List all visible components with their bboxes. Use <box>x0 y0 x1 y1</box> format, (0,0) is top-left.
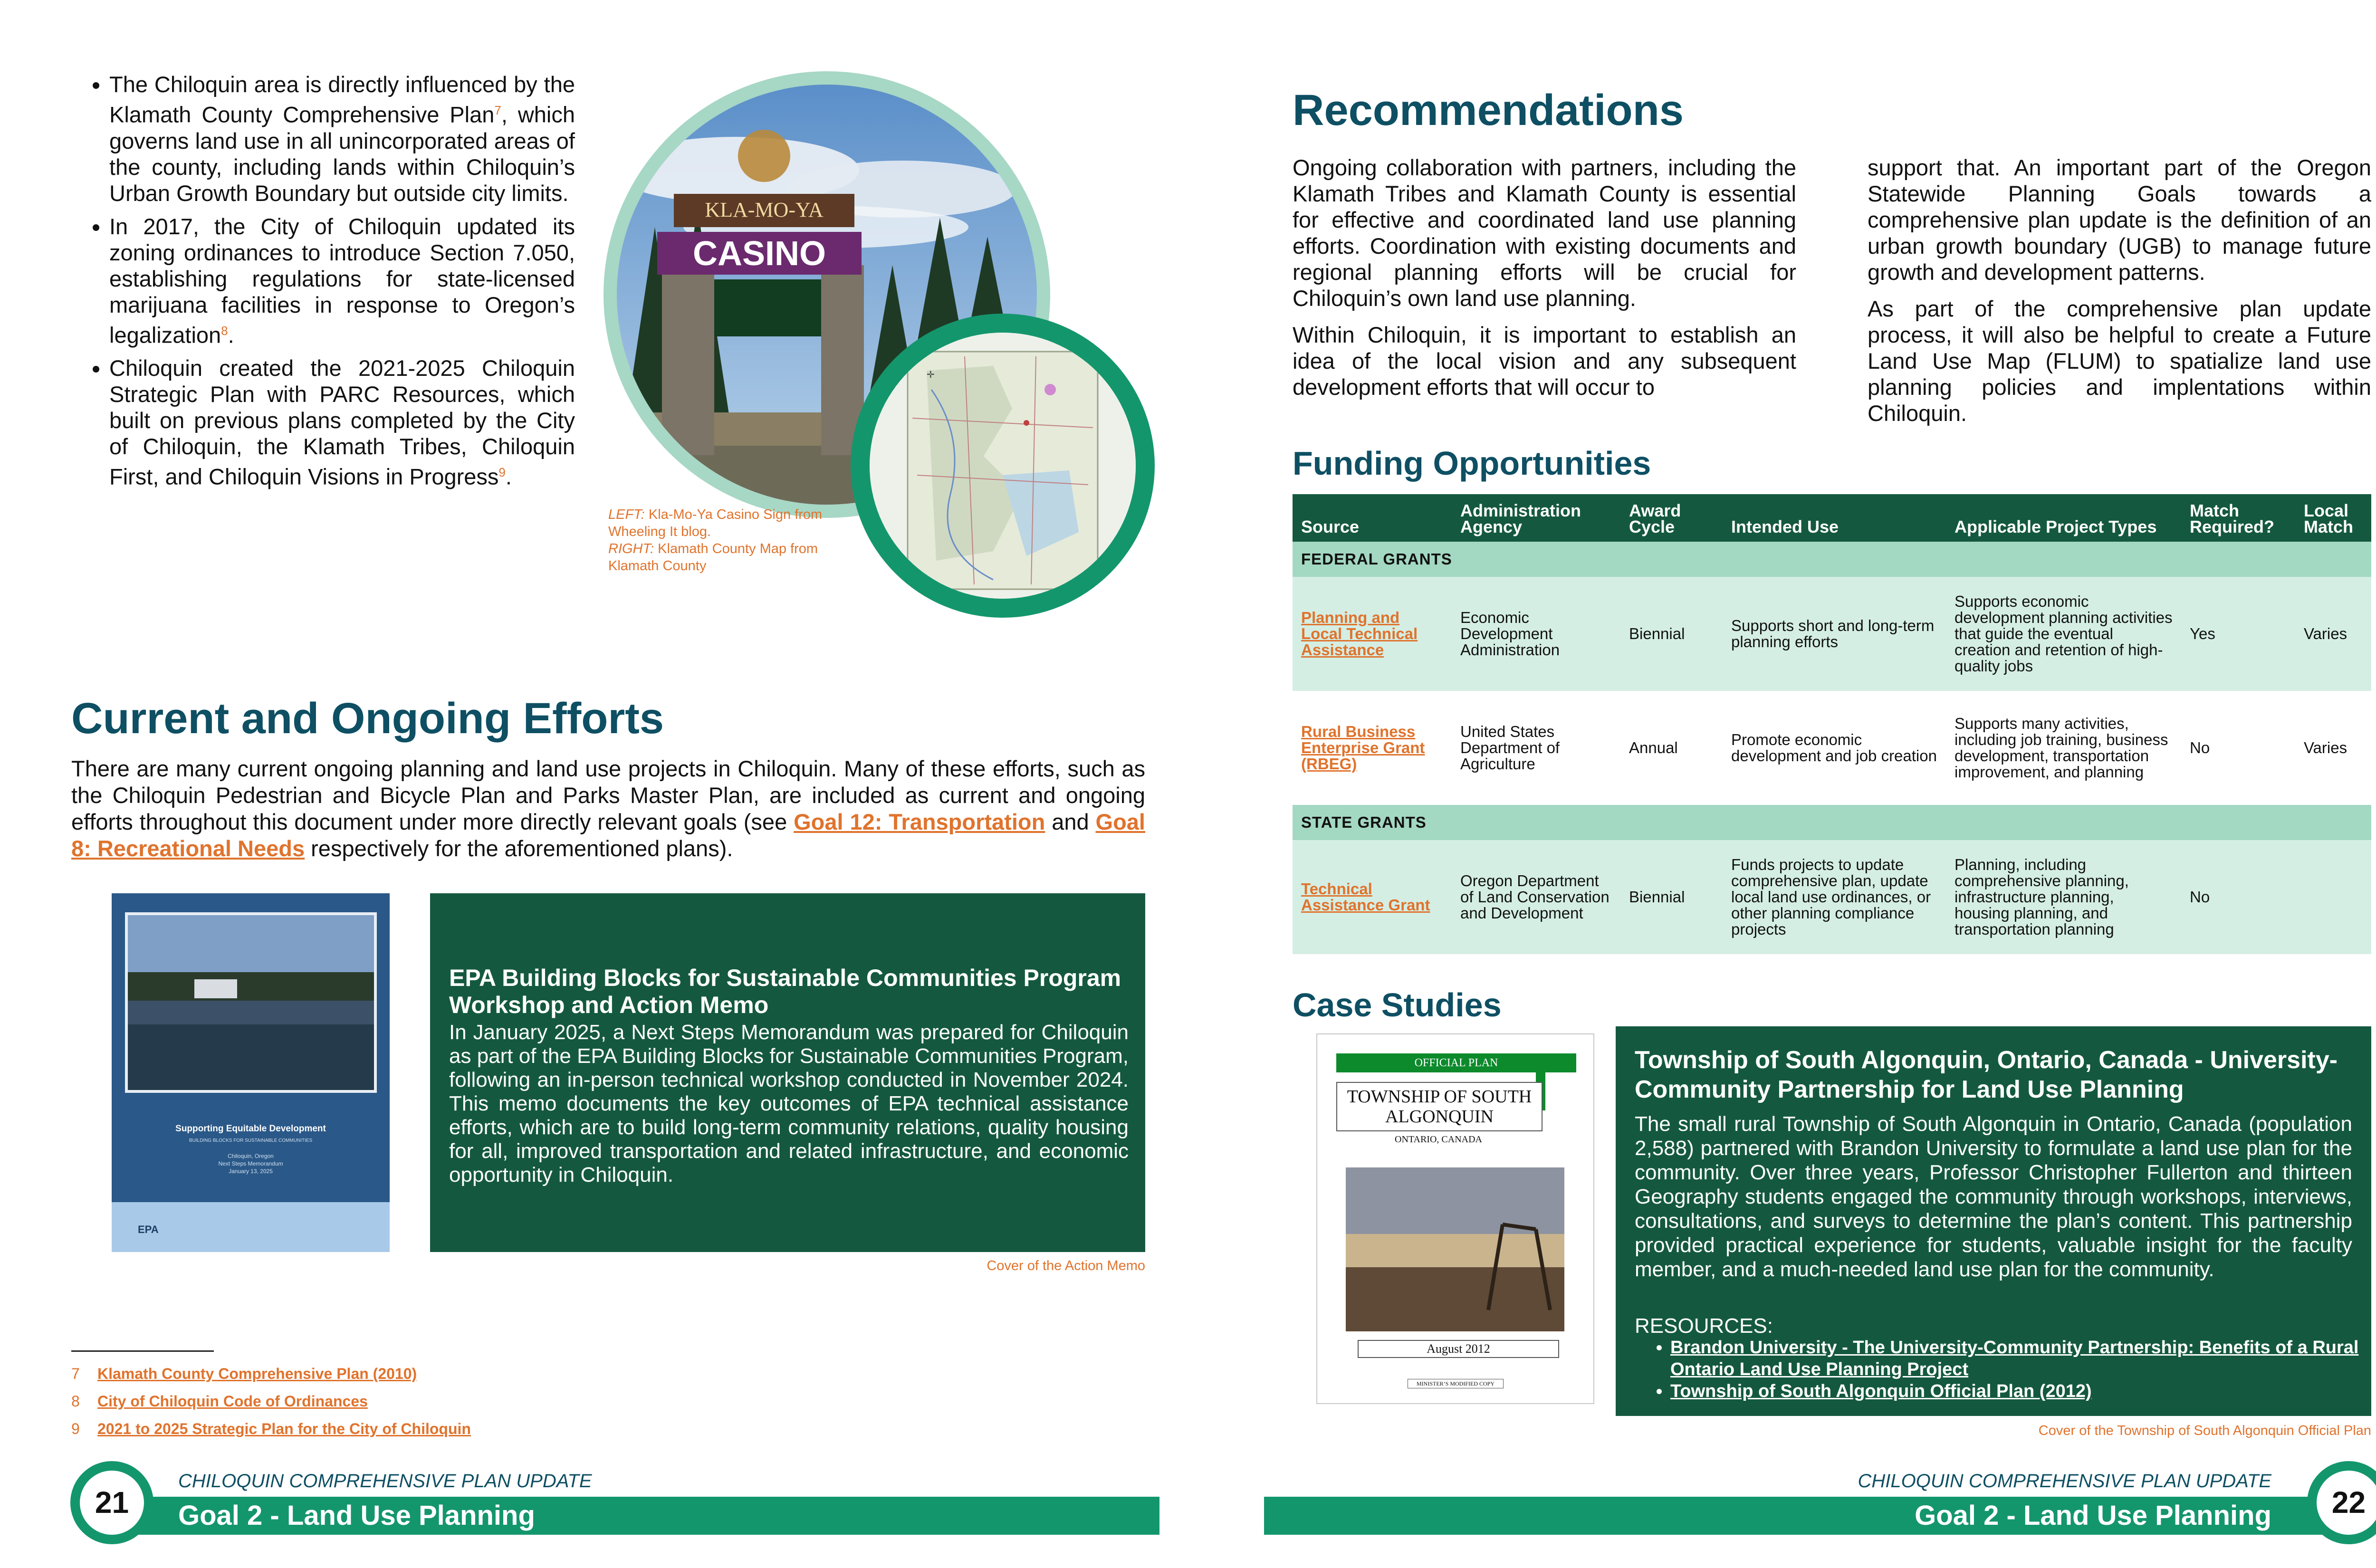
table-header-row <box>1293 494 2371 542</box>
resources-list <box>1635 1337 2376 1402</box>
lake-sunrise-photo <box>1346 1167 1564 1331</box>
action-memo-cover: Supporting Equitable Development BUILDING BLOCKS FOR SUSTAINABLE COMMUNITIES Chiloquin, Oregon Next Steps Memorandum January 13, 2025 EPA <box>112 893 390 1252</box>
bullet-item: • In 2017, the City of Chiloquin updated its zoning ordinances to introduce Section 7.050, establishing regulations for state-licensed marijuana facilities in response to Oregon’s legalization$^8$. <box>109 213 575 348</box>
official-plan-cover: OFFICIAL PLAN TOWNSHIP OF SOUTH ALGONQUIN ONTARIO, CANADA August 2012 MINISTER’S MODIFIED COPY <box>1316 1033 1594 1404</box>
epa-logo: EPA <box>138 1224 159 1235</box>
compass-icon: ✛ <box>927 369 935 380</box>
table-row: Rural Business Enterprise Grant (RBEG) United States Department of Agriculture Annual Promote economic development and job creation Supports many activities, including job training, business development, transportation improvement, and planning No Varies <box>1293 691 2371 805</box>
current-efforts-title: Current and Ongoing Efforts <box>71 694 664 743</box>
goal-8-link[interactable]: Goal 8: Recreational Needs <box>71 809 1145 861</box>
footnote-ref[interactable]: 7 <box>494 103 501 117</box>
resources-label: RESOURCES: <box>1635 1314 1773 1338</box>
intro-bullets <box>71 71 575 497</box>
case-study-title: Township of South Algonquin, Ontario, Canada - University-Community Partnership for Land Use Planning <box>1635 1046 2338 1103</box>
grant-link[interactable]: Rural Business Enterprise Grant (RBEG) <box>1301 723 1425 773</box>
footer-section-title: Goal 2 - Land Use Planning <box>178 1500 535 1531</box>
footnote-link[interactable]: Klamath County Comprehensive Plan (2010) <box>97 1365 417 1382</box>
list-item <box>1670 1337 2376 1380</box>
funding-title: Funding Opportunities <box>1293 445 1651 482</box>
page-number: 22 <box>2317 1471 2376 1535</box>
case-study-box <box>1616 1026 2371 1416</box>
footnote-ref[interactable]: 8 <box>221 323 228 338</box>
page-number: 21 <box>80 1471 144 1535</box>
goal-12-link[interactable]: Goal 12: Transportation <box>794 809 1045 834</box>
page-number-badge <box>70 1461 153 1544</box>
case-study-text: The small rural Township of South Algonquin in Ontario, Canada (population 2,588) partnered with Brandon University to formulate a land use plan for the community. Over three years, Professor Christopher Fullerton and thirteen Geography students engaged the community through workshops, interviews, consultations, and surveys to determine the plan’s content. This partnership provided practical experience for students, valuable insight for the faculty member, and a much-needed land use plan for the community. <box>1635 1112 2352 1281</box>
lake-photo <box>125 912 377 1093</box>
col-cycle: Award Cycle <box>1620 494 1723 542</box>
funding-table <box>1293 494 2371 954</box>
recommendations-col-2: support that. An important part of the Oregon Statewide Planning Goals towards a comprehensive plan update is the definition of an urban growth boundary (UGB) to manage future growth and development patterns. As part of the comprehensive plan update process, it will also be helpful to create a Future Land Use Map (FLUM) to spatialize land use planning policies and implentations within Chiloquin. <box>1868 155 2371 426</box>
resource-link[interactable]: Brandon University - The University-Community Partnership: Benefits of a Rural Ontario Land Use Planning Project <box>1670 1338 2359 1379</box>
table-row: Technical Assistance Grant Oregon Department of Land Conservation and Development Biennial Funds projects to update comprehensive plan, update local land use ordinances, or other planning compliance projects Planning, including comprehensive planning, infrastructure planning, housing planning, and transportation planning No <box>1293 840 2371 954</box>
footer-section-title: Goal 2 - Land Use Planning <box>1915 1500 2271 1531</box>
recommendations-col-1: Ongoing collaboration with partners, including the Klamath Tribes and Klamath County is essential for effective and coordinated land use planning efforts. Coordination with existing documents and regional planning efforts will be crucial for Chiloquin’s own land use planning. Within Chiloquin, it is important to establish an idea of the local vision and any subsequent development efforts that will occur to <box>1293 155 1796 400</box>
memo-caption: Cover of the Action Memo <box>987 1258 1145 1273</box>
epa-box-text: In January 2025, a Next Steps Memorandum was prepared for Chiloquin as part of the EPA Building Blocks for Sustainable Communities Program, following an in-person technical workshop conducted in November 2024. This memo documents the key outcomes of EPA technical assistance efforts, which are to build long-term community relations, quality housing for all, improved transportation and related infrastructure, and economic opportunity in Chiloquin. <box>449 1021 1129 1186</box>
group-row: STATE GRANTS <box>1293 805 2371 840</box>
list-item <box>1670 1380 2376 1402</box>
footer-doc-title: CHILOQUIN COMPREHENSIVE PLAN UPDATE <box>178 1471 592 1492</box>
official-plan-caption: Cover of the Township of South Algonquin Official Plan <box>2038 1423 2371 1438</box>
col-match: Match Required? <box>2181 494 2295 542</box>
col-types: Applicable Project Types <box>1946 494 2181 542</box>
county-map <box>870 333 1136 599</box>
recommendations-title: Recommendations <box>1293 86 1684 134</box>
image-caption: LEFT: Kla-Mo-Ya Casino Sign from Wheeling It blog. RIGHT: Klamath County Map from Klamath County <box>608 507 823 574</box>
grant-link[interactable]: Planning and Local Technical Assistance <box>1301 609 1418 659</box>
footnote-item: 7 Klamath County Comprehensive Plan (2010) <box>71 1365 417 1382</box>
resource-link[interactable]: Township of South Algonquin Official Plan (2012) <box>1670 1381 2092 1401</box>
bullet-item: • Chiloquin created the 2021-2025 Chiloquin Strategic Plan with PARC Resources, which built on previous plans completed by the City of Chiloquin, the Klamath Tribes, Chiloquin First, and Chiloquin Visions in Progress$^9$. <box>109 355 575 490</box>
bullet-item: • The Chiloquin area is directly influenced by the Klamath County Comprehensive Plan$^7$, which governs land use in all unincorporated areas of the county, including lands within Chiloquin’s Urban Growth Boundary but outside city limits. <box>109 71 575 206</box>
col-local: Local Match <box>2295 494 2371 542</box>
table-row: Planning and Local Technical Assistance Economic Development Administration Biennial Supports short and long-term planning efforts Supports economic development planning activities that guide the eventual creation and retention of high-quality jobs Yes Varies <box>1293 577 2371 691</box>
col-source: Source <box>1293 494 1452 542</box>
col-use: Intended Use <box>1723 494 1946 542</box>
county-map-circle <box>851 314 1155 618</box>
grant-link[interactable]: Technical Assistance Grant <box>1301 880 1430 914</box>
epa-info-box <box>430 893 1145 1252</box>
footnote-link[interactable]: 2021 to 2025 Strategic Plan for the City of Chiloquin <box>97 1420 471 1437</box>
epa-box-title: EPA Building Blocks for Sustainable Communities Program Workshop and Action Memo <box>449 965 1121 1018</box>
casino-sign-main: CASINO <box>692 235 826 273</box>
footnotes <box>71 1360 642 1443</box>
col-agency: Administration Agency <box>1452 494 1620 542</box>
footer-doc-title: CHILOQUIN COMPREHENSIVE PLAN UPDATE <box>1858 1471 2271 1492</box>
casino-sign-top: KLA-MO-YA <box>705 198 824 221</box>
case-studies-title: Case Studies <box>1293 986 1502 1023</box>
current-efforts-text: There are many current ongoing planning and land use projects in Chiloquin. Many of these efforts, such as the Chiloquin Pedestrian and Bicycle Plan and Parks Master Plan, are included as current and ongoing efforts throughout this document under more directly relevant goals (see Goal 12: Transportation and Goal 8: Recreational Needs respectively for the aforementioned plans). <box>71 756 1145 861</box>
footnote-divider <box>71 1350 214 1352</box>
footnote-item: 8 City of Chiloquin Code of Ordinances <box>71 1393 368 1410</box>
footnote-ref[interactable]: 9 <box>498 465 506 480</box>
footnote-link[interactable]: City of Chiloquin Code of Ordinances <box>97 1393 368 1410</box>
footnote-item: 9 2021 to 2025 Strategic Plan for the City of Chiloquin <box>71 1420 471 1437</box>
group-row: FEDERAL GRANTS <box>1293 542 2371 577</box>
